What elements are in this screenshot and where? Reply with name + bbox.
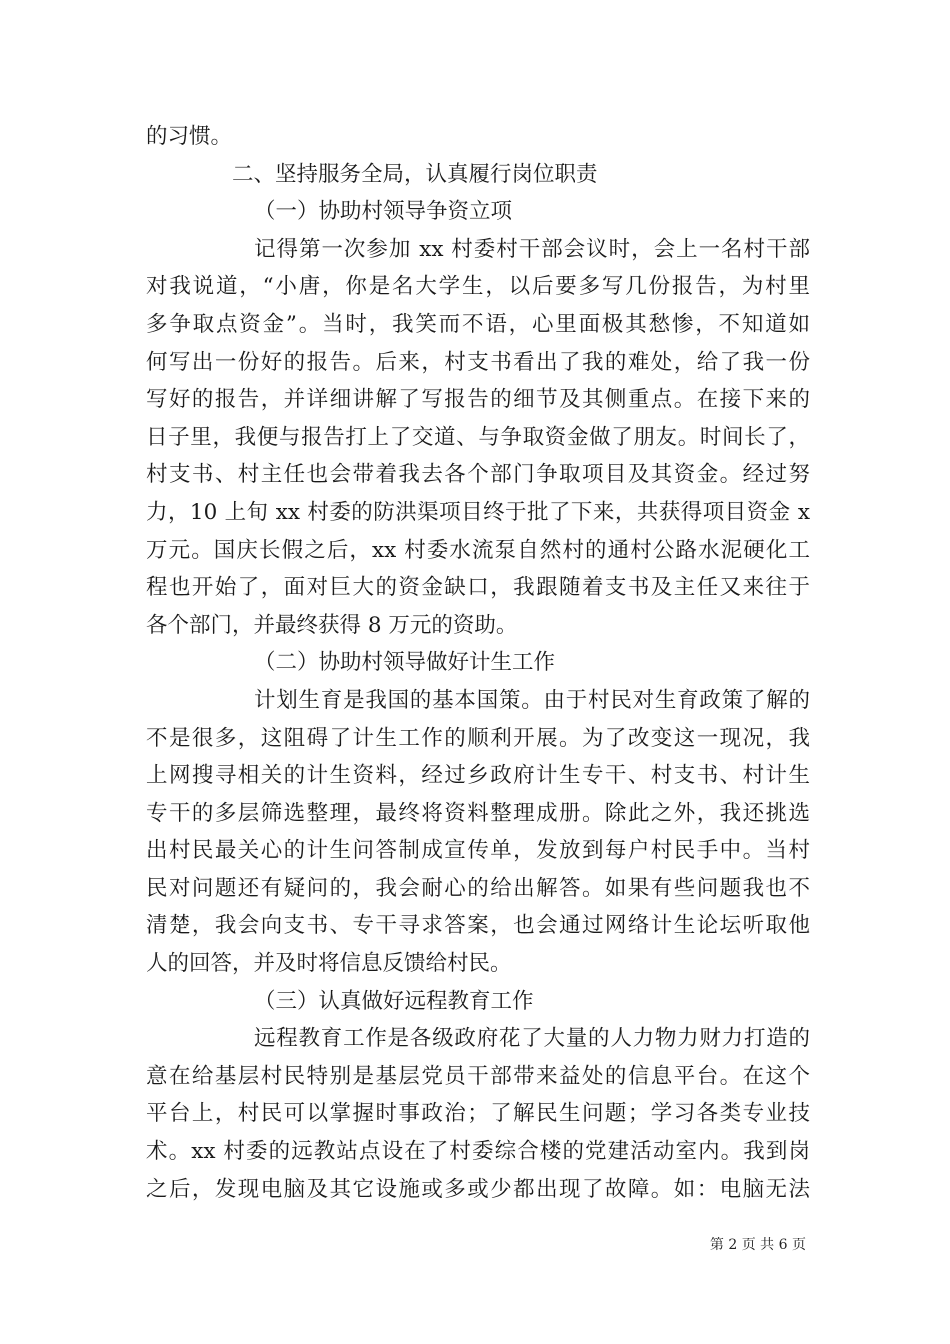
subsection-heading: （三）认真做好远程教育工作 (254, 988, 534, 1014)
paragraph-line: 计划生育是我国的基本国策。由于村民对生育政策了解的 (254, 687, 810, 713)
paragraph-line: 力，10 上旬 xx 村委的防洪渠项目终于批了下来，共获得项目资金 x (146, 499, 810, 525)
section-heading: 二、坚持服务全局，认真履行岗位职责 (232, 161, 598, 187)
paragraph-line: 专干的多层筛选整理，最终将资料整理成册。除此之外，我还挑选 (146, 800, 810, 826)
paragraph-line: 记得第一次参加 xx 村委村干部会议时，会上一名村干部 (254, 236, 810, 262)
paragraph-line: 万元。国庆长假之后，xx 村委水流泵自然村的通村公路水泥硬化工 (146, 537, 810, 563)
paragraph-line: 不是很多，这阻碍了计生工作的顺利开展。为了改变这一现况，我 (146, 725, 810, 751)
paragraph-line: 写好的报告，并详细讲解了写报告的细节及其侧重点。在接下来的 (146, 387, 810, 413)
paragraph-line: 对我说道，“小唐，你是名大学生，以后要多写几份报告，为村里 (146, 274, 810, 300)
paragraph-line: 远程教育工作是各级政府花了大量的人力物力财力打造的 (254, 1026, 810, 1052)
paragraph-line: 何写出一份好的报告。后来，村支书看出了我的难处，给了我一份 (146, 349, 810, 375)
paragraph-line: 平台上，村民可以掌握时事政治；了解民生问题；学习各类专业技 (146, 1101, 810, 1127)
paragraph-line: 民对问题还有疑问的，我会耐心的给出解答。如果有些问题我也不 (146, 875, 810, 901)
paragraph-line: 各个部门，并最终获得 8 万元的资助。 (146, 612, 518, 638)
page-number: 第 2 页 共 6 页 (709, 1237, 806, 1253)
paragraph-line: 上网搜寻相关的计生资料，经过乡政府计生专干、村支书、村计生 (146, 763, 810, 789)
paragraph-line: 清楚，我会向支书、专干寻求答案，也会通过网络计生论坛听取他 (146, 913, 810, 939)
paragraph-line: 人的回答，并及时将信息反馈给村民。 (146, 951, 512, 977)
subsection-heading: （一）协助村领导争资立项 (254, 199, 513, 225)
paragraph-line: 多争取点资金”。当时，我笑而不语，心里面极其愁惨，不知道如 (146, 311, 810, 337)
paragraph-line: 之后，发现电脑及其它设施或多或少都出现了故障。如：电脑无法 (146, 1176, 810, 1202)
paragraph-line: 术。xx 村委的远教站点设在了村委综合楼的党建活动室内。我到岗 (146, 1139, 810, 1165)
paragraph-line: 的习惯。 (146, 124, 233, 149)
paragraph-line: 日子里，我便与报告打上了交道、与争取资金做了朋友。时间长了， (146, 424, 810, 450)
subsection-heading: （二）协助村领导做好计生工作 (254, 650, 556, 676)
paragraph-line: 村支书、村主任也会带着我去各个部门争取项目及其资金。经过努 (146, 462, 810, 488)
paragraph-line: 出村民最关心的计生问答制成宣传单，发放到每户村民手中。当村 (146, 838, 810, 864)
paragraph-line: 意在给基层村民特别是基层党员干部带来益处的信息平台。在这个 (146, 1063, 810, 1089)
paragraph-line: 程也开始了，面对巨大的资金缺口，我跟随着支书及主任又来往于 (146, 575, 810, 601)
body-text (146, 118, 810, 1208)
